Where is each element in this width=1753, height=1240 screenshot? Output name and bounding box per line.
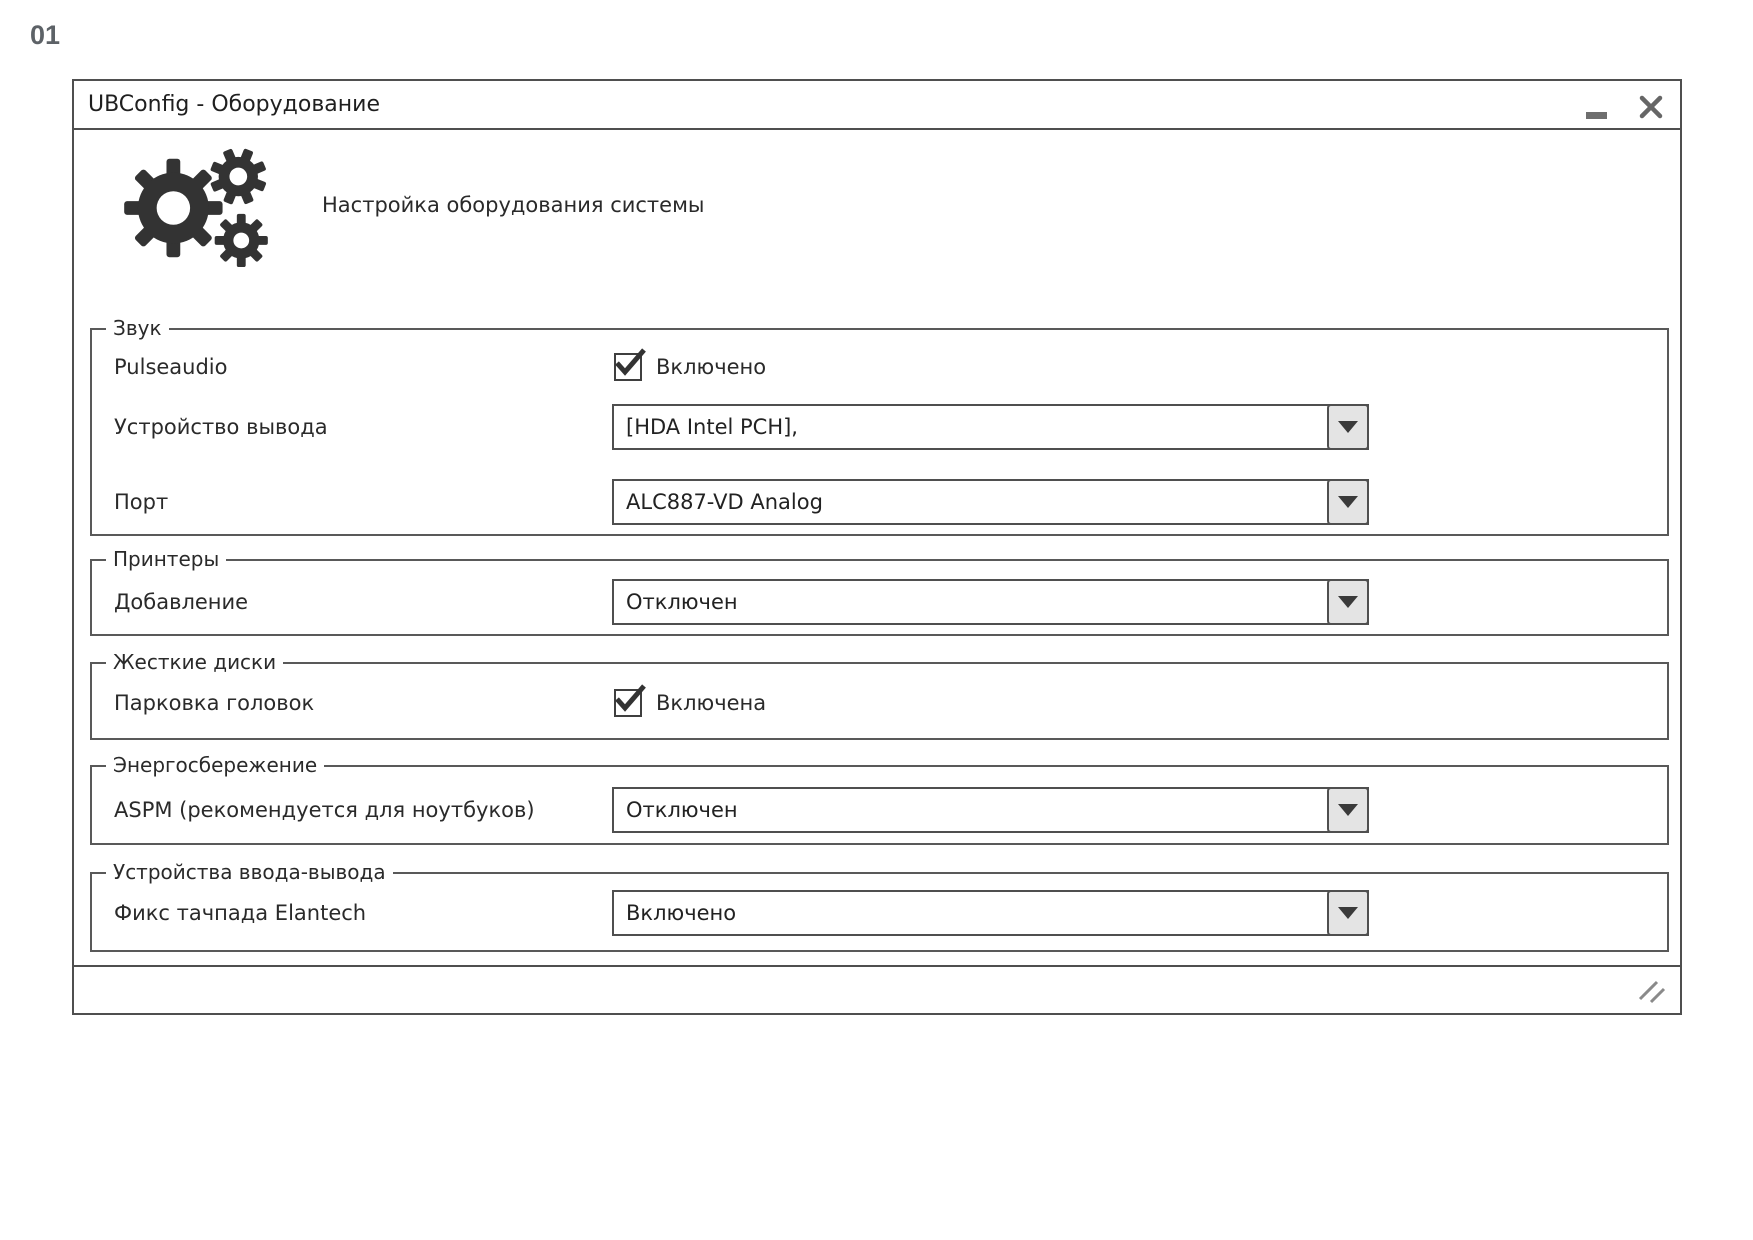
status-bar [74, 965, 1680, 1013]
dropdown-value: Включено [626, 901, 737, 925]
resize-grip[interactable] [1636, 978, 1668, 1004]
pulseaudio-label: Pulseaudio [114, 355, 228, 379]
header-subtitle: Настройка оборудования системы [322, 193, 705, 217]
group-io-devices-legend: Устройства ввода-вывода [106, 860, 393, 884]
dropdown-value: Отключен [626, 590, 738, 614]
row-aspm [92, 787, 1667, 833]
minimize-icon [1586, 112, 1607, 119]
checkbox-box [614, 689, 642, 717]
triangle-down-icon [1338, 496, 1358, 508]
group-hard-drives-legend: Жесткие диски [106, 650, 283, 674]
group-printers-legend: Принтеры [106, 547, 226, 571]
checkbox-box [614, 353, 642, 381]
group-io-devices [90, 860, 1669, 952]
minimize-button[interactable] [1574, 81, 1620, 128]
head-parking-label: Парковка головок [114, 691, 315, 715]
group-hard-drives [90, 650, 1669, 740]
row-output-device [92, 404, 1667, 450]
triangle-down-icon [1338, 421, 1358, 433]
output-device-label: Устройство вывода [114, 415, 328, 439]
title-bar[interactable] [74, 81, 1680, 130]
group-sound-legend: Звук [106, 316, 169, 340]
dropdown-value: ALC887-VD Analog [626, 490, 823, 514]
gears-icon [112, 147, 280, 269]
row-port [92, 479, 1667, 525]
checkbox-state-label: Включена [656, 691, 767, 715]
dropdown-value: Отключен [626, 798, 738, 822]
triangle-down-icon [1338, 596, 1358, 608]
ubconfig-window [72, 79, 1682, 1015]
port-label: Порт [114, 490, 169, 514]
row-elantech-fix [92, 890, 1667, 936]
aspm-label: ASPM (рекомендуется для ноутбуков) [114, 798, 535, 822]
dropdown-value: [HDA Intel PCH], [626, 415, 798, 439]
triangle-down-icon [1338, 804, 1358, 816]
dropdown-arrow-button[interactable] [1327, 579, 1369, 625]
page-number: 01 [30, 20, 61, 50]
output-device-dropdown[interactable] [612, 404, 1369, 450]
dropdown-arrow-button[interactable] [1327, 787, 1369, 833]
dropdown-arrow-button[interactable] [1327, 479, 1369, 525]
close-icon [1638, 94, 1664, 120]
check-icon [614, 683, 648, 713]
group-power-saving-legend: Энергосбережение [106, 753, 324, 777]
printer-add-dropdown[interactable] [612, 579, 1369, 625]
check-icon [614, 347, 648, 377]
aspm-dropdown[interactable] [612, 787, 1369, 833]
row-pulseaudio [92, 350, 1667, 384]
printer-add-label: Добавление [114, 590, 249, 614]
window-title: UBConfig - Оборудование [88, 92, 380, 117]
elantech-fix-dropdown[interactable] [612, 890, 1369, 936]
dropdown-arrow-button[interactable] [1327, 404, 1369, 450]
group-sound [90, 316, 1669, 536]
port-dropdown[interactable] [612, 479, 1369, 525]
elantech-fix-label: Фикс тачпада Elantech [114, 901, 367, 925]
dropdown-arrow-button[interactable] [1327, 890, 1369, 936]
close-button[interactable] [1630, 81, 1676, 128]
row-printer-add [92, 579, 1667, 625]
checkbox-state-label: Включено [656, 355, 767, 379]
row-head-parking [92, 686, 1667, 720]
triangle-down-icon [1338, 907, 1358, 919]
group-printers [90, 547, 1669, 636]
group-power-saving [90, 753, 1669, 845]
